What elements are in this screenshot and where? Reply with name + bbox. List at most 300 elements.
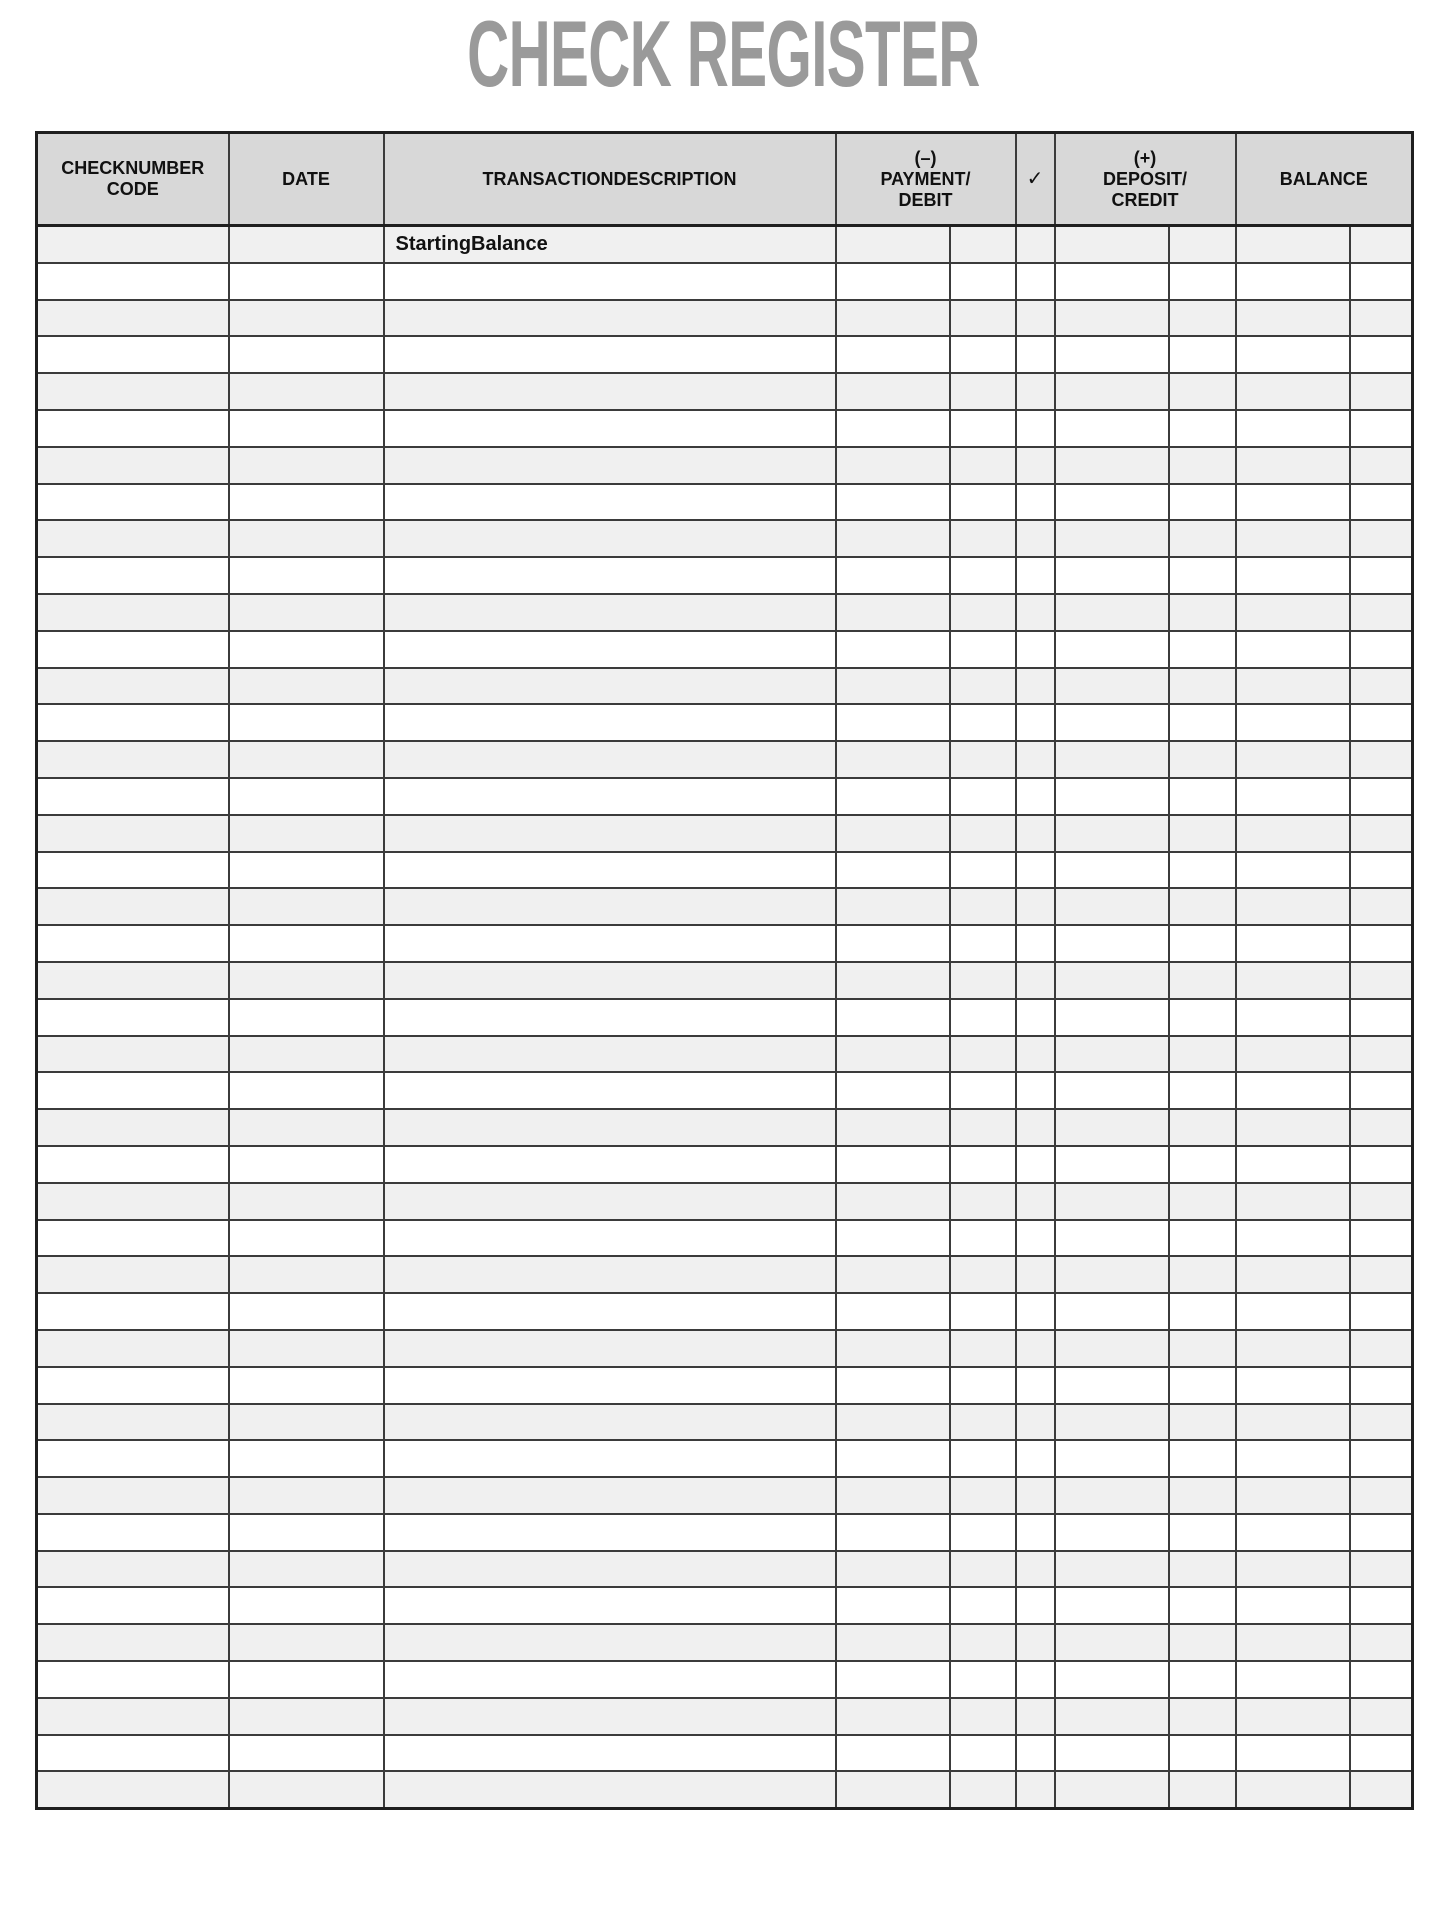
cell-check-number-code (37, 1293, 229, 1330)
cell-payment-amount (836, 1146, 950, 1183)
cell-balance-cents (1350, 704, 1413, 741)
cell-balance-amount (1236, 741, 1350, 778)
cell-check-number-code (37, 447, 229, 484)
register-row (37, 447, 1413, 484)
cell-payment-cents (950, 704, 1016, 741)
cell-payment-cents (950, 410, 1016, 447)
cell-check-number-code (37, 1771, 229, 1808)
cell-deposit-amount (1055, 520, 1169, 557)
cell-payment-amount (836, 962, 950, 999)
cell-balance-cents (1350, 631, 1413, 668)
cell-payment-cents (950, 1293, 1016, 1330)
cell-payment-cents (950, 1551, 1016, 1588)
cell-balance-amount (1236, 999, 1350, 1036)
cell-balance-cents (1350, 1220, 1413, 1257)
cell-balance-amount (1236, 962, 1350, 999)
cell-description (384, 741, 836, 778)
cell-check-number-code (37, 1330, 229, 1367)
cell-payment-amount (836, 594, 950, 631)
cell-description (384, 1183, 836, 1220)
cell-date (229, 1109, 384, 1146)
register-row (37, 520, 1413, 557)
cell-check-number-code (37, 1551, 229, 1588)
cell-deposit-amount (1055, 704, 1169, 741)
cell-payment-amount (836, 410, 950, 447)
cell-check-number-code (37, 925, 229, 962)
register-row (37, 741, 1413, 778)
cell-deposit-cents (1169, 336, 1236, 373)
register-row (37, 1624, 1413, 1661)
cell-date (229, 226, 384, 263)
cell-deposit-cents (1169, 1624, 1236, 1661)
cell-payment-cents (950, 1735, 1016, 1772)
cell-checkmark (1016, 1514, 1055, 1551)
cell-payment-cents (950, 1477, 1016, 1514)
cell-description (384, 778, 836, 815)
cell-date (229, 1698, 384, 1735)
cell-payment-cents (950, 594, 1016, 631)
register-row (37, 373, 1413, 410)
cell-checkmark (1016, 1367, 1055, 1404)
cell-deposit-amount (1055, 1293, 1169, 1330)
cell-balance-amount (1236, 1109, 1350, 1146)
cell-deposit-cents (1169, 852, 1236, 889)
cell-deposit-amount (1055, 1661, 1169, 1698)
cell-description (384, 447, 836, 484)
cell-checkmark (1016, 631, 1055, 668)
cell-balance-cents (1350, 1183, 1413, 1220)
cell-payment-amount (836, 484, 950, 521)
register-row (37, 999, 1413, 1036)
cell-balance-cents (1350, 300, 1413, 337)
cell-balance-amount (1236, 1183, 1350, 1220)
register-row (37, 1293, 1413, 1330)
cell-balance-cents (1350, 741, 1413, 778)
cell-payment-cents (950, 962, 1016, 999)
cell-payment-cents (950, 1661, 1016, 1698)
cell-deposit-amount (1055, 447, 1169, 484)
cell-deposit-amount (1055, 631, 1169, 668)
cell-payment-cents (950, 1404, 1016, 1441)
cell-balance-cents (1350, 1440, 1413, 1477)
cell-check-number-code (37, 1256, 229, 1293)
cell-balance-amount (1236, 1624, 1350, 1661)
cell-checkmark (1016, 300, 1055, 337)
cell-checkmark (1016, 1477, 1055, 1514)
cell-deposit-amount (1055, 557, 1169, 594)
cell-payment-amount (836, 557, 950, 594)
cell-deposit-cents (1169, 1404, 1236, 1441)
cell-checkmark (1016, 1551, 1055, 1588)
cell-payment-cents (950, 1771, 1016, 1808)
cell-balance-amount (1236, 1551, 1350, 1588)
cell-deposit-amount (1055, 1771, 1169, 1808)
cell-payment-cents (950, 1146, 1016, 1183)
cell-checkmark (1016, 962, 1055, 999)
cell-description (384, 1036, 836, 1073)
cell-check-number-code (37, 1072, 229, 1109)
cell-check-number-code (37, 1587, 229, 1624)
cell-payment-cents (950, 1330, 1016, 1367)
register-row (37, 815, 1413, 852)
cell-payment-amount (836, 1587, 950, 1624)
cell-payment-cents (950, 1624, 1016, 1661)
cell-balance-cents (1350, 557, 1413, 594)
cell-date (229, 263, 384, 300)
cell-payment-amount (836, 1220, 950, 1257)
cell-balance-cents (1350, 263, 1413, 300)
cell-balance-cents (1350, 815, 1413, 852)
cell-checkmark (1016, 410, 1055, 447)
cell-deposit-amount (1055, 336, 1169, 373)
cell-payment-amount (836, 852, 950, 889)
register-row (37, 1072, 1413, 1109)
cell-balance-amount (1236, 263, 1350, 300)
cell-checkmark (1016, 1735, 1055, 1772)
register-row (37, 852, 1413, 889)
cell-balance-amount (1236, 557, 1350, 594)
cell-check-number-code (37, 852, 229, 889)
cell-payment-amount (836, 778, 950, 815)
cell-description (384, 925, 836, 962)
check-register-table (35, 131, 1414, 1810)
cell-check-number-code (37, 888, 229, 925)
cell-balance-amount (1236, 1220, 1350, 1257)
cell-check-number-code (37, 668, 229, 705)
cell-description (384, 1256, 836, 1293)
cell-payment-cents (950, 1514, 1016, 1551)
cell-payment-cents (950, 668, 1016, 705)
cell-deposit-amount (1055, 668, 1169, 705)
cell-checkmark (1016, 741, 1055, 778)
cell-checkmark (1016, 1146, 1055, 1183)
cell-balance-cents (1350, 594, 1413, 631)
register-row (37, 1440, 1413, 1477)
cell-balance-amount (1236, 1587, 1350, 1624)
cell-balance-amount (1236, 410, 1350, 447)
cell-deposit-amount (1055, 1183, 1169, 1220)
cell-description (384, 1072, 836, 1109)
register-row (37, 1661, 1413, 1698)
cell-balance-amount (1236, 888, 1350, 925)
cell-deposit-amount (1055, 1330, 1169, 1367)
cell-check-number-code (37, 704, 229, 741)
cell-description (384, 300, 836, 337)
register-row (37, 1771, 1413, 1808)
cell-balance-amount (1236, 447, 1350, 484)
cell-balance-amount (1236, 1771, 1350, 1808)
cell-payment-amount (836, 1109, 950, 1146)
header-payment-debit: (–) PAYMENT/ DEBIT (836, 133, 1016, 226)
cell-checkmark (1016, 888, 1055, 925)
cell-deposit-amount (1055, 1036, 1169, 1073)
register-row (37, 1698, 1413, 1735)
cell-deposit-amount (1055, 484, 1169, 521)
cell-deposit-cents (1169, 778, 1236, 815)
cell-balance-cents (1350, 1587, 1413, 1624)
cell-payment-cents (950, 1220, 1016, 1257)
cell-balance-cents (1350, 410, 1413, 447)
cell-deposit-cents (1169, 1735, 1236, 1772)
cell-payment-cents (950, 484, 1016, 521)
cell-deposit-cents (1169, 1440, 1236, 1477)
cell-date (229, 1587, 384, 1624)
cell-deposit-cents (1169, 1514, 1236, 1551)
cell-deposit-cents (1169, 1771, 1236, 1808)
cell-check-number-code (37, 1404, 229, 1441)
register-row (37, 1551, 1413, 1588)
cell-check-number-code (37, 1624, 229, 1661)
cell-payment-cents (950, 925, 1016, 962)
cell-balance-amount (1236, 925, 1350, 962)
cell-deposit-cents (1169, 594, 1236, 631)
cell-check-number-code (37, 263, 229, 300)
cell-deposit-cents (1169, 1551, 1236, 1588)
cell-checkmark (1016, 1183, 1055, 1220)
cell-date (229, 1440, 384, 1477)
cell-balance-amount (1236, 815, 1350, 852)
header-checkmark-icon: ✓ (1016, 133, 1055, 226)
cell-checkmark (1016, 594, 1055, 631)
cell-date (229, 778, 384, 815)
cell-checkmark (1016, 484, 1055, 521)
cell-check-number-code (37, 410, 229, 447)
register-row (37, 888, 1413, 925)
cell-payment-amount (836, 925, 950, 962)
cell-balance-cents (1350, 1477, 1413, 1514)
cell-balance-cents (1350, 520, 1413, 557)
cell-balance-cents (1350, 1771, 1413, 1808)
cell-balance-cents (1350, 1293, 1413, 1330)
cell-payment-amount (836, 1735, 950, 1772)
table-header (37, 133, 1413, 226)
cell-date (229, 1220, 384, 1257)
register-row (37, 1256, 1413, 1293)
cell-payment-cents (950, 1367, 1016, 1404)
cell-check-number-code (37, 484, 229, 521)
header-date: DATE (229, 133, 384, 226)
cell-description (384, 1735, 836, 1772)
cell-checkmark (1016, 925, 1055, 962)
cell-date (229, 1661, 384, 1698)
cell-checkmark (1016, 1220, 1055, 1257)
cell-deposit-amount (1055, 925, 1169, 962)
cell-deposit-cents (1169, 999, 1236, 1036)
cell-balance-cents (1350, 852, 1413, 889)
cell-description (384, 263, 836, 300)
cell-deposit-cents (1169, 1330, 1236, 1367)
cell-check-number-code (37, 778, 229, 815)
cell-balance-cents (1350, 1661, 1413, 1698)
cell-payment-cents (950, 373, 1016, 410)
cell-deposit-cents (1169, 410, 1236, 447)
cell-description (384, 520, 836, 557)
cell-payment-amount (836, 1293, 950, 1330)
cell-checkmark (1016, 1661, 1055, 1698)
cell-balance-cents (1350, 226, 1413, 263)
cell-balance-cents (1350, 1698, 1413, 1735)
cell-deposit-cents (1169, 226, 1236, 263)
cell-description (384, 484, 836, 521)
cell-deposit-cents (1169, 815, 1236, 852)
cell-deposit-cents (1169, 631, 1236, 668)
cell-balance-amount (1236, 1072, 1350, 1109)
cell-balance-amount (1236, 1256, 1350, 1293)
cell-payment-cents (950, 888, 1016, 925)
cell-payment-cents (950, 778, 1016, 815)
cell-check-number-code (37, 226, 229, 263)
cell-date (229, 557, 384, 594)
cell-deposit-cents (1169, 668, 1236, 705)
register-row (37, 336, 1413, 373)
cell-check-number-code (37, 1440, 229, 1477)
cell-date (229, 925, 384, 962)
cell-balance-amount (1236, 668, 1350, 705)
cell-check-number-code (37, 1477, 229, 1514)
cell-payment-amount (836, 741, 950, 778)
cell-description (384, 1367, 836, 1404)
cell-payment-cents (950, 999, 1016, 1036)
cell-checkmark (1016, 1072, 1055, 1109)
cell-deposit-cents (1169, 1036, 1236, 1073)
cell-date (229, 1404, 384, 1441)
cell-payment-amount (836, 815, 950, 852)
cell-balance-cents (1350, 1256, 1413, 1293)
cell-balance-amount (1236, 1735, 1350, 1772)
cell-payment-cents (950, 300, 1016, 337)
cell-date (229, 631, 384, 668)
cell-balance-cents (1350, 962, 1413, 999)
cell-date (229, 704, 384, 741)
cell-balance-amount (1236, 594, 1350, 631)
cell-deposit-cents (1169, 704, 1236, 741)
cell-description (384, 410, 836, 447)
cell-date (229, 999, 384, 1036)
cell-deposit-amount (1055, 1072, 1169, 1109)
cell-balance-amount (1236, 336, 1350, 373)
cell-date (229, 410, 384, 447)
cell-balance-amount (1236, 1661, 1350, 1698)
cell-balance-cents (1350, 778, 1413, 815)
cell-deposit-cents (1169, 1183, 1236, 1220)
cell-balance-cents (1350, 336, 1413, 373)
cell-deposit-amount (1055, 1624, 1169, 1661)
register-row (37, 704, 1413, 741)
cell-payment-amount (836, 1514, 950, 1551)
cell-description (384, 1698, 836, 1735)
cell-payment-cents (950, 1256, 1016, 1293)
cell-balance-cents (1350, 1330, 1413, 1367)
cell-payment-cents (950, 1698, 1016, 1735)
cell-deposit-amount (1055, 1514, 1169, 1551)
cell-balance-cents (1350, 1109, 1413, 1146)
cell-balance-cents (1350, 668, 1413, 705)
cell-payment-amount (836, 373, 950, 410)
cell-deposit-cents (1169, 557, 1236, 594)
cell-payment-amount (836, 1072, 950, 1109)
cell-description (384, 594, 836, 631)
cell-balance-amount (1236, 373, 1350, 410)
cell-deposit-cents (1169, 1072, 1236, 1109)
cell-checkmark (1016, 1698, 1055, 1735)
cell-checkmark (1016, 263, 1055, 300)
cell-date (229, 1072, 384, 1109)
cell-deposit-cents (1169, 925, 1236, 962)
cell-check-number-code (37, 520, 229, 557)
cell-deposit-amount (1055, 410, 1169, 447)
cell-description (384, 1624, 836, 1661)
header-check-number-code: CHECKNUMBER CODE (37, 133, 229, 226)
cell-date (229, 300, 384, 337)
cell-checkmark (1016, 1109, 1055, 1146)
cell-date (229, 1771, 384, 1808)
header-balance: BALANCE (1236, 133, 1413, 226)
cell-description (384, 1771, 836, 1808)
cell-payment-amount (836, 1624, 950, 1661)
cell-deposit-amount (1055, 1220, 1169, 1257)
cell-check-number-code (37, 1183, 229, 1220)
cell-deposit-cents (1169, 962, 1236, 999)
cell-payment-amount (836, 1698, 950, 1735)
cell-deposit-amount (1055, 852, 1169, 889)
cell-payment-cents (950, 1109, 1016, 1146)
cell-deposit-amount (1055, 741, 1169, 778)
register-row (37, 484, 1413, 521)
cell-description (384, 1220, 836, 1257)
cell-payment-cents (950, 1587, 1016, 1624)
register-row (37, 1367, 1413, 1404)
cell-description (384, 815, 836, 852)
cell-balance-cents (1350, 925, 1413, 962)
cell-balance-amount (1236, 1477, 1350, 1514)
cell-payment-cents (950, 263, 1016, 300)
cell-checkmark (1016, 999, 1055, 1036)
cell-deposit-amount (1055, 999, 1169, 1036)
cell-checkmark (1016, 704, 1055, 741)
cell-payment-amount (836, 1771, 950, 1808)
cell-balance-amount (1236, 1036, 1350, 1073)
cell-checkmark (1016, 1293, 1055, 1330)
cell-check-number-code (37, 1367, 229, 1404)
cell-date (229, 1146, 384, 1183)
cell-checkmark (1016, 1330, 1055, 1367)
cell-description (384, 962, 836, 999)
cell-payment-amount (836, 520, 950, 557)
cell-deposit-amount (1055, 1587, 1169, 1624)
cell-deposit-cents (1169, 1293, 1236, 1330)
cell-payment-amount (836, 668, 950, 705)
cell-balance-cents (1350, 484, 1413, 521)
cell-deposit-amount (1055, 1109, 1169, 1146)
register-row (37, 226, 1413, 263)
cell-payment-cents (950, 336, 1016, 373)
cell-checkmark (1016, 226, 1055, 263)
cell-balance-cents (1350, 888, 1413, 925)
cell-balance-cents (1350, 1735, 1413, 1772)
cell-deposit-cents (1169, 1698, 1236, 1735)
register-row (37, 668, 1413, 705)
cell-payment-cents (950, 631, 1016, 668)
cell-check-number-code (37, 1146, 229, 1183)
cell-checkmark (1016, 520, 1055, 557)
cell-description (384, 631, 836, 668)
cell-payment-cents (950, 852, 1016, 889)
cell-date (229, 888, 384, 925)
cell-checkmark (1016, 778, 1055, 815)
cell-payment-cents (950, 815, 1016, 852)
cell-description (384, 1146, 836, 1183)
cell-description (384, 1477, 836, 1514)
